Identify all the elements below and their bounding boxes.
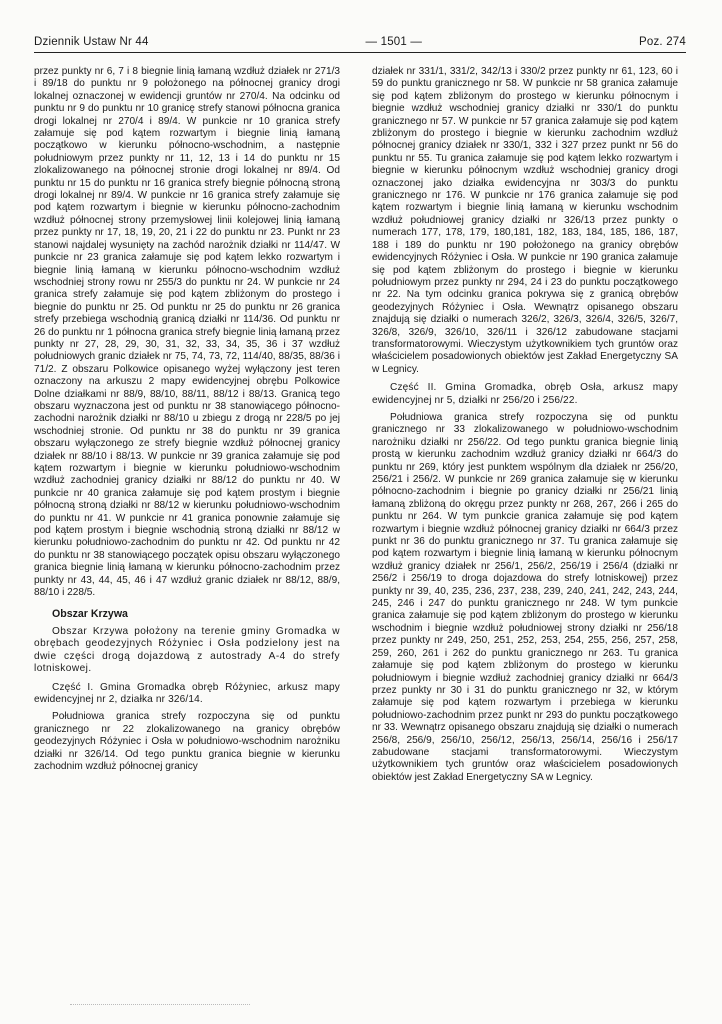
footer-scan-marks [70, 1004, 250, 1011]
header-rule [34, 52, 686, 53]
section-title-part-1: Część I. Gmina Gromadka obręb Różyniec, arkusz mapy ewidencyjnej nr 2, działka nr 326/14. [34, 681, 340, 705]
left-paragraph-3: Południowa granica strefy rozpoczyna się od punktu granicznego nr 22 zlokalizowanego na granicy obrębów geodezyjnych Różyniec i Osła w południowo-wschodnim narożniku działki nr 326/14. Od tego punktu granica biegnie w kierunku zachodnim wzdłuż północnej granicy [34, 711, 340, 772]
section-heading-krzywa: Obszar Krzywa [52, 608, 128, 621]
left-column [34, 66, 340, 773]
page-number: — 1501 — [365, 36, 423, 48]
position-number: Poz. 274 [639, 36, 686, 48]
left-paragraph-1: przez punkty nr 6, 7 i 8 biegnie linią łamaną wzdłuż działek nr 271/3 i 89/18 do punktu nr 9 położonego na północnej granicy drogi lokalnej oznaczonej w ewidencji gruntów nr 270/4. Na odcinku od punktu nr 9 do punktu nr 10 granicę strefy stanowi północna granica drogi lokalnej nr 270/4 i 89/4. W punkcie nr 10 granica strefy załamuje się pod kątem rozwartym i biegnie linią łamaną początkowo w kierunku północno-wschodnim, a następnie południowym przez punkty nr 11, 12, 13 i 14 do punktu nr 15 zlokalizowanego na północnej stronie drogi lokalnej nr 89/4. Od punktu nr 15 do punktu nr 16 granica strefy biegnie północną stroną drogi lokalnej nr 89/4. W punkcie nr 16 granica strefy załamuje się pod kątem rozwartym i biegnie w kierunku północno-zachodnim wzdłuż północnej strony przemysłowej linii kolejowej linią łamaną przez punkty nr 17, 18, 19, 20, 21 i 22 do punktu nr 23. Punkt nr 23 stanowi najdalej wysunięty na zachód narożnik działki nr 114/47. W punkcie nr 23 granica załamuje się pod kątem lekko rozwartym i biegnie linią łamaną w kierunku północno-wschodnim wzdłuż wschodniej strony rowu nr 255/3 do punktu nr 24. W punkcie nr 24 granica strefy załamuje się pod kątem zbliżonym do prostego i biegnie do punktu nr 25. Od punktu nr 25 do punktu nr 26 granica strefy przebiega wschodnią granicą działki nr 114/36. Od punktu nr 26 do punktu nr 1 północna granica strefy biegnie linią łamaną przez punkty nr 27, 28, 29, 30, 31, 32, 33, 34, 35, 36 i 37 wzdłuż południowych granic działek nr 75, 74, 73, 72, 114/40, 88/35, 88/36 i 71/2. Z obszaru Polkowice opisanego wyżej wyłączony jest teren oznaczony na arkuszu 2 mapy ewidencyjnej obrębu Polkowice Dolne działkami nr 88/9, 88/10, 88/11, 88/12 i 88/13. Granicą tego obszaru wyznaczona jest od punktu nr 38 stanowiącego północno-zachodni narożnik działki nr 88/10 u zbiegu z drogą nr 228/5 po jej wschodniej stronie. Od punktu nr 38 do punktu nr 39 granica obszaru wyłączonego ze strefy biegnie wzdłuż północnej granicy działek nr 88/10 i 88/13. W punkcie nr 39 granica załamuje się pod kątem rozwartym i biegnie w kierunku południowo-wschodnim wzdłuż zachodniej granicy działki nr 88/12 do punktu nr 40. W punkcie nr 40 granica załamuje się pod kątem prostym i biegnie północną stroną działki nr 88/12 w kierunku południowo-wschodnim do punktu nr 41. W punkcie nr 41 granica ponownie załamuje się pod kątem prostym i biegnie wschodnią stroną działki nr 88/12 w kierunku południowo-zachodnim do punktu nr 42. Od punktu nr 42 do punktu nr 38 stanowiącego początek opisu obszaru wyłączonego granica biegnie linią łamaną w kierunku północno-zachodnim przez punkty nr 43, 44, 45, 46 i 47 wzdłuż granic działek nr 88/12, 88/9, 88/10 i 228/5. [34, 66, 340, 599]
left-paragraph-2: Obszar Krzywa położony na terenie gminy Gromadka w obrębach geodezyjnych Różyniec i Osła podzielony jest na dwie części drogą dojazdową z autostrady A-4 do strefy lotniskowej. [34, 625, 340, 675]
right-column [372, 66, 678, 784]
right-paragraph-2: Południowa granica strefy rozpoczyna się od punktu granicznego nr 33 zlokalizowanego w południowo-wschodnim narożniku działki nr 256/22. Od tego punktu granica biegnie linią prostą w kierunku zachodnim wzdłuż granicy działki nr 664/3 do punktu nr 269, który jest punktem wspólnym dla działek nr 256/20, 256/21 i 256/2. W punkcie nr 269 granica załamuje się w kierunku północno-zachodnim i biegnie po granicy działki nr 256/21 linią łamaną zbliżoną do okręgu przez punkty nr 268, 267, 266 i 265 do punktu nr 264. W tym punkcie granica załamuje się pod kątem rozwartym i biegnie wzdłuż północnej granicy działki nr 664/3 przez punkt nr 36 do punktu granicznego nr 37. Tu granica załamuje się pod kątem rozwartym i biegnie linią łamaną w kierunku północnym wzdłuż granicy działek nr 256/1, 256/2, 256/19 i 256/4 (działki nr 256/2 i 256/19 to droga dojazdowa do strefy lotniskowej) przez punkty nr 39, 40, 235, 236, 237, 238, 239, 240, 241, 242, 243, 244, 245, 246 i 247 do punktu granicznego nr 248. W tym punkcie granica załamuje się pod kątem zbliżonym do prostego w kierunku wschodnim i biegnie wzdłuż południowej strony działki nr 256/18 przez punkty nr 249, 250, 251, 252, 253, 254, 255, 256, 257, 258, 259, 260, 261 i 262 do punktu granicznego nr 263. Tu granica załamuje się pod kątem zbliżonym do prostego w kierunku południowym i biegnie wzdłuż zachodniej granicy działki nr 664/3 przez punkty nr 30 i 31 do punktu granicznego nr 32, w którym załamuje się pod kątem rozwartym i przebiega w kierunku południowo-zachodnim przez punkt nr 293 do punktu początkowego nr 33. Wewnątrz opisanego obszaru znajdują się działki o numerach 256/8, 256/9, 256/10, 256/12, 256/13, 256/14, 256/16 i 256/17 zabudowane stacjami transformatorowymi. Wieczystym użytkownikiem tych gruntów oraz właścicielem posadowionych obiektów jest Zakład Energetyczny SA w Legnicy. [372, 411, 678, 783]
section-title-part-2: Część II. Gmina Gromadka, obręb Osła, arkusz mapy ewidencyjnej nr 5, działki nr 256/20 i 256/22. [372, 382, 678, 406]
page-header [34, 36, 686, 48]
right-paragraph-1: działek nr 331/1, 331/2, 342/13 i 330/2 przez punkty nr 61, 123, 60 i 59 do punktu granicznego nr 58. W punkcie nr 58 granica załamuje się pod kątem zbliżonym do prostego w kierunku północnym i biegnie wzdłuż wschodniej granicy działki nr 330/1 do punktu granicznego nr 57. W punkcie nr 57 granica załamuje się pod kątem zbliżonym do prostego i biegnie w kierunku zachodnim wzdłuż północnej granicy działek nr 330/1, 332 i 327 przez punkt nr 56 do punktu nr 55. Tu granica załamuje się pod kątem lekko rozwartym i biegnie w kierunku północnym wzdłuż wschodniej granicy drogi oznaczonej jako działka ewidencyjna nr 303/3 do punktu granicznego nr 176. W punkcie nr 176 granica załamuje się pod kątem rozwartym i biegnie linią łamaną w kierunku wschodnim wzdłuż południowej granicy działki nr 326/13 przez punkty o numerach 177, 178, 179, 180,181, 182, 183, 184, 185, 186, 187, 188 i 189 do punktu nr 190 położonego na granicy obrębów ewidencyjnych Różyniec i Osła. W punkcie nr 190 granica załamuje się pod kątem zbliżonym do prostego i biegnie w kierunku południowym przez punkty nr 294, 24 i 23 do punktu początkowego nr 22. Na tym odcinku granica pokrywa się z granicą obrębów geodezyjnych Różyniec i Osła. Wewnątrz opisanego obszaru znajdują się działki o numerach 326/2, 326/3, 326/4, 326/5, 326/7, 326/8, 326/9, 326/10, 326/11 i 326/12 zabudowane stacjami transformatorowymi. Wieczystym użytkownikiem tych gruntów oraz właścicielem posadowionych obiektów jest Zakład Energetyczny SA w Legnicy. [372, 66, 678, 375]
journal-title: Dziennik Ustaw Nr 44 [34, 36, 149, 48]
